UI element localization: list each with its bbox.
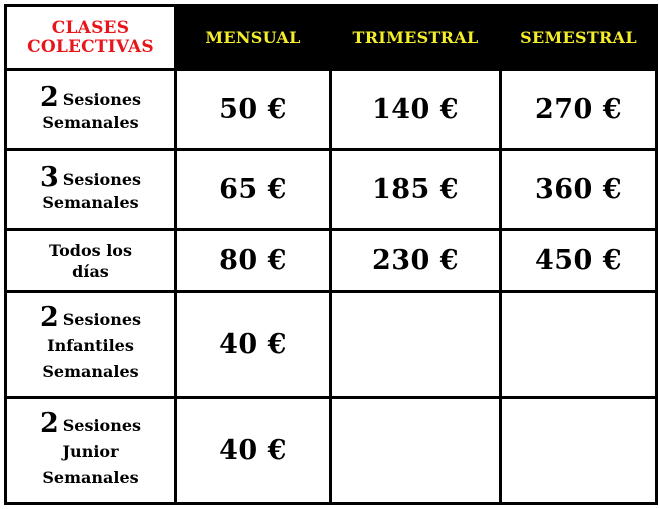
row-label-number: 2 — [39, 81, 59, 113]
row-label-line2: días — [72, 261, 109, 281]
table-row — [6, 292, 657, 398]
price-mensual: 80 € — [176, 230, 331, 292]
row-label — [6, 398, 176, 504]
empty-cell-trimestral — [331, 398, 501, 504]
row-label-line1: Sesiones — [62, 89, 142, 109]
price-semestral: 270 € — [501, 70, 657, 150]
row-label — [6, 292, 176, 398]
table-title-cell — [6, 6, 176, 70]
table-row — [6, 398, 657, 504]
table-row — [6, 70, 657, 150]
empty-cell-trimestral — [331, 292, 501, 398]
row-label-number: 3 — [39, 161, 59, 193]
price-semestral: 450 € — [501, 230, 657, 292]
price-semestral: 360 € — [501, 150, 657, 230]
price-trimestral: 230 € — [331, 230, 501, 292]
table-title-line2: COLECTIVAS — [27, 36, 154, 57]
row-label-line2: Semanales — [42, 112, 139, 132]
table-row — [6, 230, 657, 292]
row-label-line1: Sesiones — [62, 309, 142, 329]
header-row — [6, 6, 657, 70]
row-label-line2: Junior — [62, 441, 119, 461]
column-header-semestral: SEMESTRAL — [501, 6, 657, 70]
table-title-line1: CLASES — [51, 17, 130, 38]
row-label-line1: Sesiones — [62, 169, 142, 189]
row-label-number: 2 — [39, 407, 59, 439]
column-header-mensual: MENSUAL — [176, 6, 331, 70]
row-label — [6, 70, 176, 150]
row-label-line1: Sesiones — [62, 415, 142, 435]
row-label — [6, 230, 176, 292]
row-label-line3: Semanales — [42, 467, 139, 487]
row-label-line2: Infantiles — [47, 335, 134, 355]
pricing-table — [4, 4, 658, 505]
row-label-line2: Semanales — [42, 192, 139, 212]
empty-cell-semestral — [501, 292, 657, 398]
price-trimestral: 140 € — [331, 70, 501, 150]
empty-cell-semestral — [501, 398, 657, 504]
price-mensual: 40 € — [176, 398, 331, 504]
row-label-number: 2 — [39, 301, 59, 333]
price-mensual: 40 € — [176, 292, 331, 398]
price-trimestral: 185 € — [331, 150, 501, 230]
table-row — [6, 150, 657, 230]
column-header-trimestral: TRIMESTRAL — [331, 6, 501, 70]
row-label — [6, 150, 176, 230]
price-mensual: 65 € — [176, 150, 331, 230]
price-mensual: 50 € — [176, 70, 331, 150]
row-label-line1: Todos los — [49, 240, 132, 260]
row-label-line3: Semanales — [42, 361, 139, 381]
